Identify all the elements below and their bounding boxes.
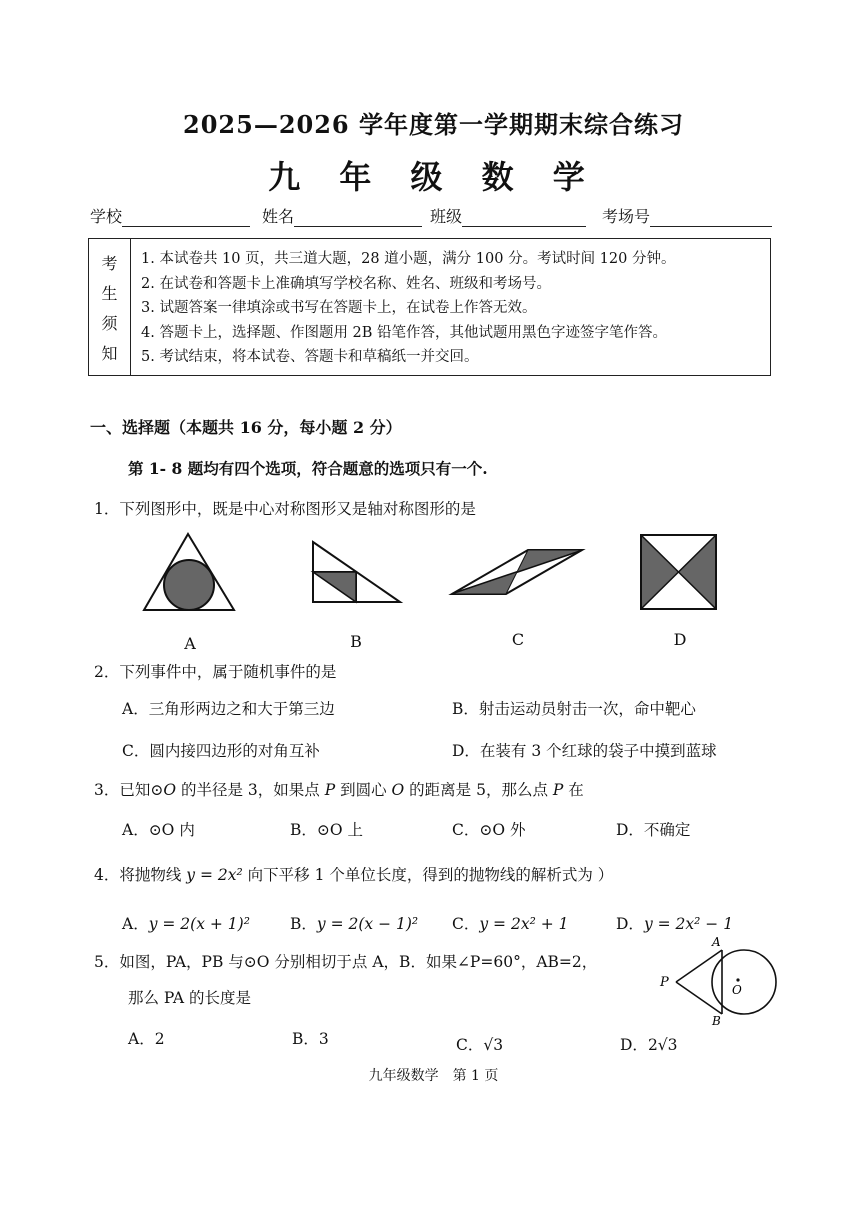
q4-option-letter: C． bbox=[452, 915, 480, 933]
q1-figure-b bbox=[308, 538, 404, 606]
q1-figure-c bbox=[448, 546, 586, 598]
q4-option-expr: y = 2(x + 1)² bbox=[148, 915, 250, 933]
q3-var-o: O bbox=[163, 781, 177, 799]
q5-option-b[interactable]: B．3 bbox=[292, 1030, 329, 1048]
room-field bbox=[602, 204, 772, 227]
q3-stem-part: 在 bbox=[563, 781, 584, 799]
notice-side-label bbox=[89, 239, 131, 375]
q5-label-o: O bbox=[732, 983, 742, 997]
q4-stem-part: 向下平移 1 个单位长度，得到的抛物线的解析式为 ） bbox=[242, 866, 614, 884]
q1-label-d: D bbox=[673, 630, 687, 649]
notice-side-char: 考 bbox=[101, 253, 118, 273]
q5-stem-line1: 5．如图，PA，PB 与⊙O 分别相切于点 A，B．如果∠P=60°，AB=2， bbox=[94, 953, 598, 971]
q1-figure-d bbox=[638, 532, 720, 612]
q4-option-a[interactable] bbox=[122, 912, 250, 934]
q1-figure-a bbox=[140, 530, 240, 615]
school-field bbox=[90, 204, 250, 227]
q5-option-letter: C． bbox=[456, 1036, 484, 1054]
notice-item: 5. 考试结束，将本试卷、答题卡和草稿纸一并交回。 bbox=[141, 349, 479, 365]
page-footer: 九年级数学 第 1 页 bbox=[368, 1068, 499, 1084]
exam-subject: 九 年 级 数 学 bbox=[268, 158, 599, 196]
q5-label-b: B bbox=[712, 1014, 721, 1026]
name-label: 姓名 bbox=[262, 207, 295, 226]
class-blank[interactable] bbox=[462, 208, 586, 227]
name-blank[interactable] bbox=[294, 208, 422, 227]
exam-title: 2025—2026 学年度第一学期期末综合练习 bbox=[183, 110, 684, 139]
q3-stem bbox=[94, 778, 584, 800]
q5-label-a: A bbox=[712, 935, 721, 949]
notice-side-char: 知 bbox=[101, 343, 118, 363]
q4-option-c[interactable] bbox=[452, 912, 569, 934]
q5-option-expr: 2√3 bbox=[647, 1036, 678, 1054]
q1-label-a: A bbox=[184, 634, 196, 653]
notice-items bbox=[141, 247, 764, 370]
q3-option-a[interactable]: A．⊙O 内 bbox=[122, 821, 195, 839]
q4-option-expr: y = 2(x − 1)² bbox=[316, 915, 419, 933]
school-blank[interactable] bbox=[122, 208, 250, 227]
q1-stem: 1．下列图形中，既是中心对称图形又是轴对称图形的是 bbox=[94, 500, 476, 518]
q5-option-expr: √3 bbox=[483, 1036, 504, 1054]
q3-option-c[interactable]: C．⊙O 外 bbox=[452, 821, 526, 839]
q4-stem bbox=[94, 863, 613, 885]
q4-stem-part: 4．将抛物线 bbox=[94, 866, 187, 884]
room-label: 考场号 bbox=[602, 207, 651, 226]
notice-item: 4. 答题卡上，选择题、作图题用 2B 铅笔作答，其他试题用黑色字迹签字笔作答。 bbox=[141, 324, 668, 341]
q5-option-c[interactable] bbox=[456, 1033, 503, 1055]
q4-option-expr: y = 2x² − 1 bbox=[643, 915, 734, 933]
name-field bbox=[262, 204, 422, 227]
q4-option-d[interactable] bbox=[616, 912, 733, 934]
q5-figure bbox=[652, 934, 778, 1026]
notice-item: 1. 本试卷共 10 页，共三道大题，28 道小题，满分 100 分。考试时间 120 分钟。 bbox=[141, 251, 676, 267]
school-label: 学校 bbox=[90, 207, 123, 226]
q5-option-letter: D． bbox=[620, 1036, 648, 1054]
q3-option-d[interactable]: D．不确定 bbox=[616, 821, 691, 839]
q5-stem-line2: 那么 PA 的长度是 bbox=[128, 989, 252, 1007]
q2-option-b[interactable]: B．射击运动员射击一次，命中靶心 bbox=[452, 700, 696, 718]
q1-label-c: C bbox=[511, 630, 525, 649]
candidate-notice-box bbox=[88, 238, 771, 376]
notice-side-char: 须 bbox=[101, 313, 118, 333]
q4-formula: y = 2x² bbox=[186, 866, 243, 884]
class-label: 班级 bbox=[430, 207, 463, 226]
q3-stem-part: 的半径是 3，如果点 bbox=[176, 781, 325, 799]
q3-option-b[interactable]: B．⊙O 上 bbox=[290, 821, 364, 839]
section-instruction: 第 1- 8 题均有四个选项，符合题意的选项只有一个. bbox=[128, 459, 488, 478]
q4-option-letter: D． bbox=[616, 915, 644, 933]
q3-var-p: P bbox=[552, 781, 564, 799]
notice-item: 2. 在试卷和答题卡上准确填写学校名称、姓名、班级和考场号。 bbox=[141, 275, 551, 292]
notice-side-char: 生 bbox=[101, 283, 118, 303]
q3-var-o: O bbox=[391, 781, 405, 799]
q2-option-a[interactable]: A．三角形两边之和大于第三边 bbox=[122, 700, 335, 718]
q5-label-p: P bbox=[660, 975, 669, 990]
q5-option-d[interactable] bbox=[620, 1033, 678, 1055]
q4-option-expr: y = 2x² + 1 bbox=[479, 915, 569, 933]
q3-stem-part: 3．已知⊙ bbox=[94, 781, 164, 799]
q1-label-b: B bbox=[350, 632, 362, 651]
q4-option-b[interactable] bbox=[290, 912, 418, 934]
notice-item: 3. 试题答案一律填涂或书写在答题卡上，在试卷上作答无效。 bbox=[141, 300, 537, 316]
q2-option-d[interactable]: D．在装有 3 个红球的袋子中摸到蓝球 bbox=[452, 742, 717, 760]
q4-option-letter: A． bbox=[122, 915, 149, 933]
q4-option-letter: B． bbox=[290, 915, 317, 933]
class-field bbox=[430, 204, 586, 227]
q3-stem-part: 到圆心 bbox=[335, 781, 392, 799]
q3-var-p: P bbox=[324, 781, 336, 799]
q2-option-c[interactable]: C．圆内接四边形的对角互补 bbox=[122, 742, 320, 760]
q5-option-a[interactable]: A．2 bbox=[128, 1030, 165, 1048]
section-title: 一、选择题（本题共 16 分，每小题 2 分） bbox=[90, 418, 402, 437]
q2-stem: 2．下列事件中，属于随机事件的是 bbox=[94, 663, 337, 681]
room-blank[interactable] bbox=[650, 208, 772, 227]
q3-stem-part: 的距离是 5，那么点 bbox=[404, 781, 553, 799]
